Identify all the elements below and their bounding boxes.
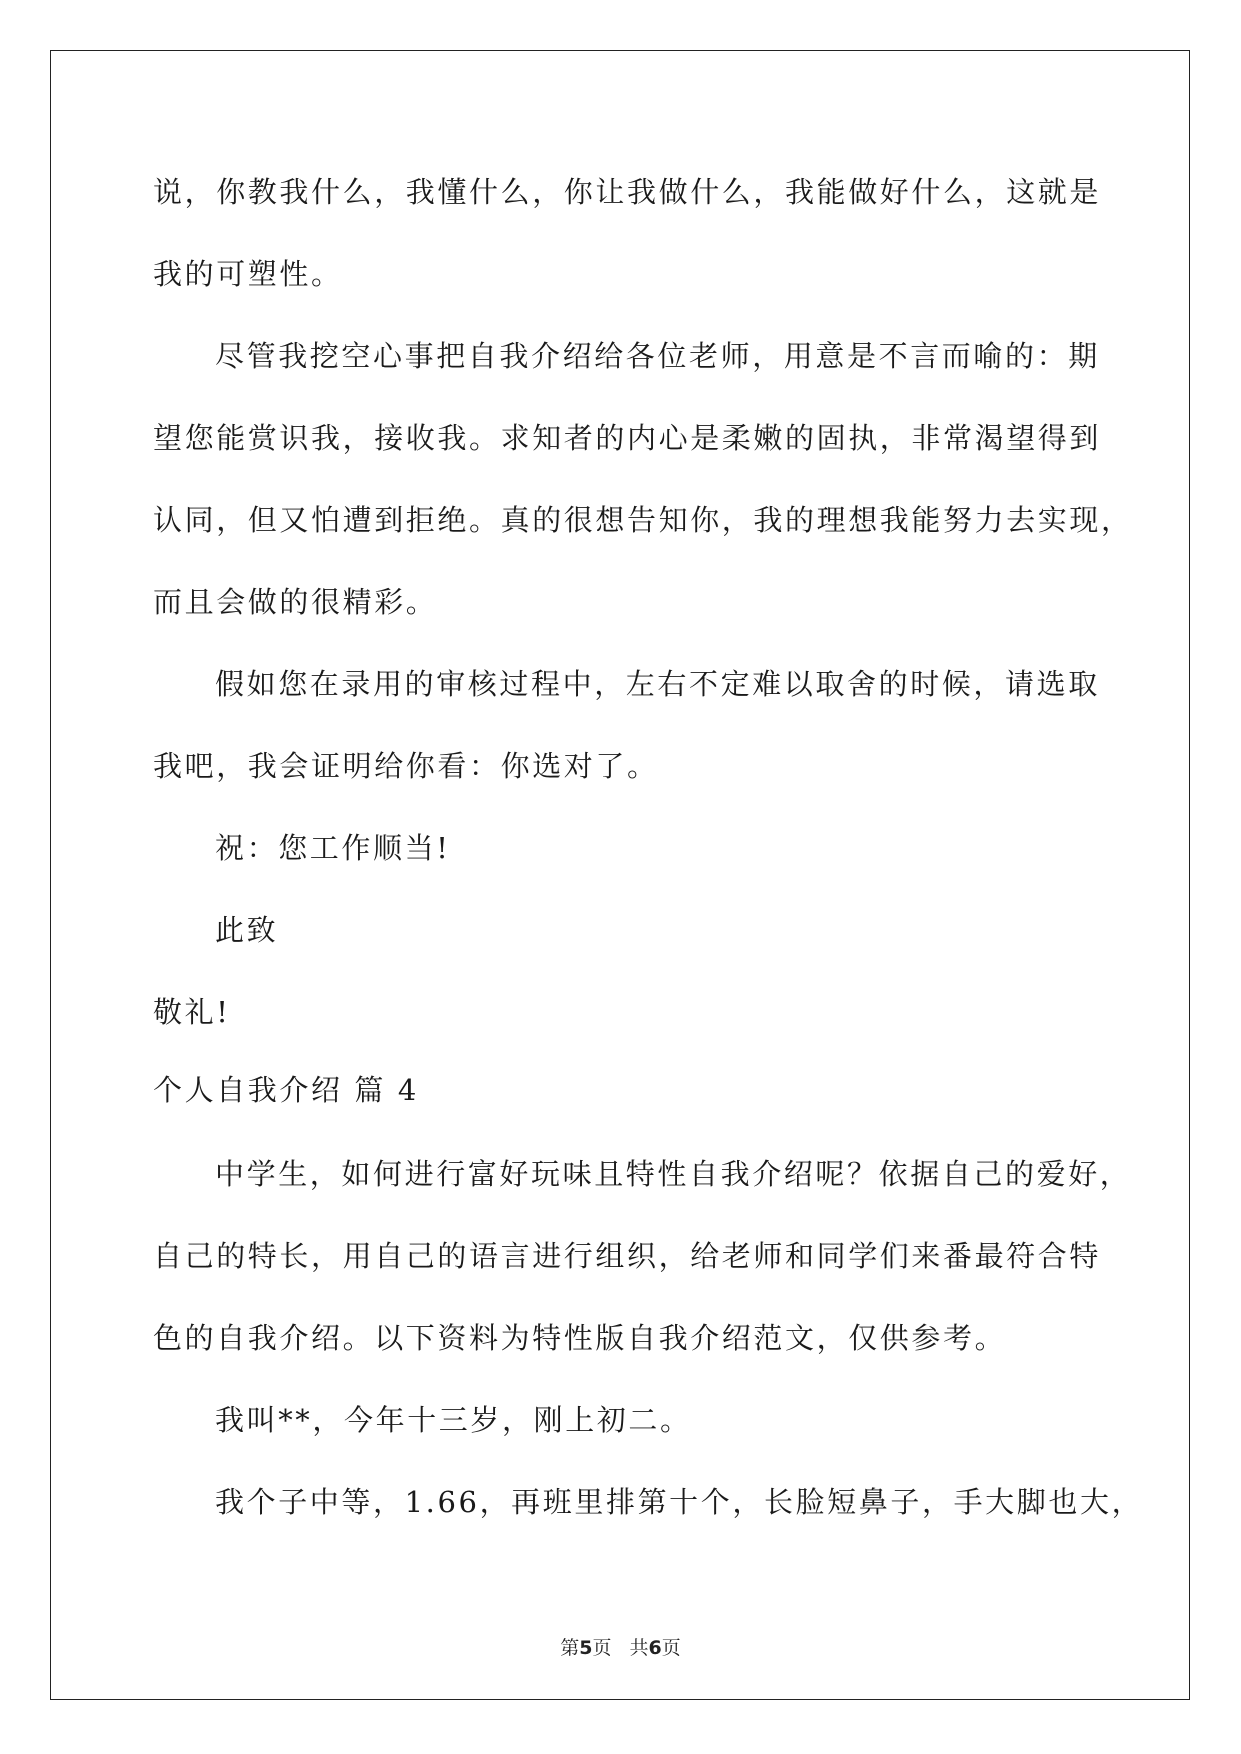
footer-current-page: 5 [579, 1637, 593, 1659]
text-line-6: 而且会做的很精彩。 [153, 585, 438, 619]
text-line-1: 说，你教我什么，我懂什么，你让我做什么，我能做好什么，这就是 [153, 175, 1102, 209]
footer-total-prefix: 共 [629, 1637, 649, 1659]
text-line-4: 望您能赏识我，接收我。求知者的内心是柔嫩的固执，非常渴望得到 [153, 421, 1102, 455]
text-line-3: 尽管我挖空心事把自我介绍给各位老师，用意是不言而喻的：期 [215, 339, 1100, 373]
text-line-8: 我吧，我会证明给你看：你选对了。 [153, 749, 659, 783]
section-heading: 个人自我介绍 篇 4 [153, 1073, 419, 1107]
footer-prefix: 第 [560, 1637, 580, 1659]
text-line-5: 认同，但又怕遭到拒绝。真的很想告知你，我的理想我能努力去实现， [153, 503, 1133, 537]
page-border [50, 50, 1190, 1700]
page-footer [0, 1636, 1241, 1660]
footer-total-unit: 页 [661, 1637, 681, 1659]
text-line-14: 自己的特长，用自己的语言进行组织，给老师和同学们来番最符合特 [153, 1239, 1102, 1273]
footer-total-pages: 6 [648, 1637, 662, 1659]
text-line-2: 我的可塑性。 [153, 257, 343, 291]
text-line-13: 中学生，如何进行富好玩味且特性自我介绍呢？依据自己的爱好， [215, 1157, 1132, 1191]
text-line-10: 此致 [215, 913, 279, 947]
text-line-16: 我叫**，今年十三岁，刚上初二。 [215, 1403, 692, 1437]
text-line-7: 假如您在录用的审核过程中，左右不定难以取舍的时候，请选取 [215, 667, 1100, 701]
text-line-15: 色的自我介绍。以下资料为特性版自我介绍范文，仅供参考。 [153, 1321, 1007, 1355]
footer-page-unit: 页 [592, 1637, 612, 1659]
text-line-17: 我个子中等，1.66，再班里排第十个，长脸短鼻子，手大脚也大， [215, 1485, 1144, 1519]
text-line-11: 敬礼! [153, 995, 231, 1029]
text-line-9: 祝：您工作顺当! [215, 831, 451, 865]
